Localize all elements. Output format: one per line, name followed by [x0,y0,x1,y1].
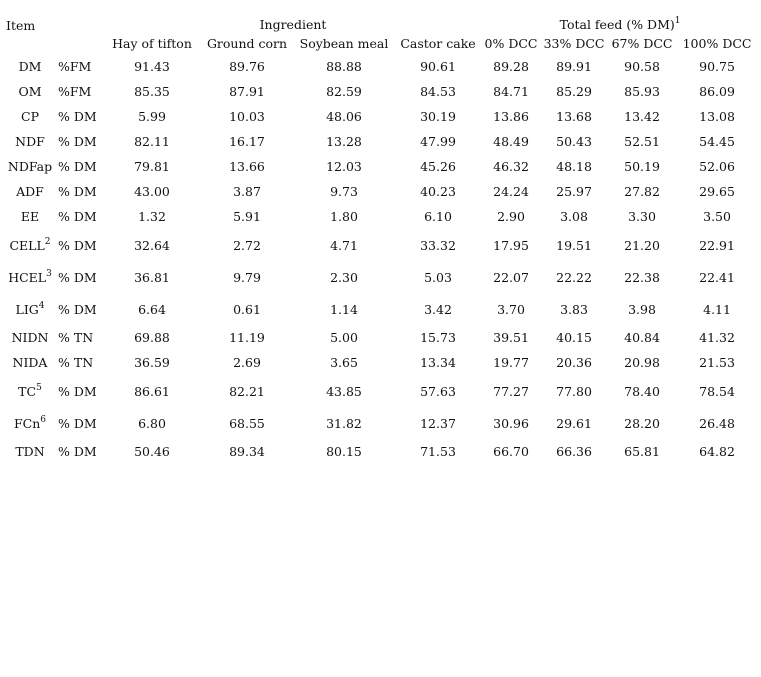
table-cell: 40.84 [624,330,660,345]
table-cell: 10.03 [229,109,265,124]
row-item [6,229,54,261]
table-cell: 46.32 [493,159,529,174]
table-cell: 78.40 [624,383,660,399]
row-item [6,104,54,129]
table-cell: 3.87 [233,184,261,199]
table-cell: 48.49 [493,134,529,149]
table-cell: 5.03 [424,269,452,285]
column-header: Castor cake [400,35,476,51]
row-unit: % DM [58,444,97,459]
table-cell: 3.98 [628,301,656,317]
row-item-label: NIDA [12,355,48,370]
table-body [6,54,758,464]
table-cell: 30.19 [420,109,456,124]
table-cell: 82.59 [326,84,362,99]
table-cell: 22.91 [699,237,735,253]
table-cell: 50.19 [624,159,660,174]
row-item-label: DM [18,59,42,74]
table-cell: 1.32 [138,209,166,224]
row-unit: % DM [58,301,97,317]
row-item [6,204,54,229]
table-cell: 5.91 [233,209,261,224]
row-item-label: LIG [15,301,39,317]
table-cell: 29.61 [556,415,592,431]
table-cell: 48.18 [556,159,592,174]
table-cell: 3.42 [424,301,452,317]
ingredient-header: Ingredient [259,17,327,32]
table-cell: 90.61 [420,59,456,74]
table-cell: 1.14 [330,301,358,317]
table-row [6,54,758,79]
table-cell: 13.86 [493,109,529,124]
row-item [6,293,54,325]
table-cell: 66.36 [556,444,592,459]
row-unit: % TN [58,330,94,345]
row-item-label: CP [21,109,39,124]
table-cell: 20.36 [556,355,592,370]
table-cell: 71.53 [420,444,456,459]
group-header-row [6,6,758,32]
column-header: Ground corn [206,35,288,51]
table-row [6,293,758,325]
table-cell: 88.88 [326,59,362,74]
column-header: 67% DCC [611,35,673,51]
table-cell: 57.63 [420,383,456,399]
table-cell: 24.24 [493,184,529,199]
table-cell: 85.35 [134,84,170,99]
table-cell: 82.21 [229,383,265,399]
table-cell: 22.22 [556,269,592,285]
table-cell: 87.91 [229,84,265,99]
row-item-footnote: 4 [38,300,45,311]
table-cell: 3.30 [628,209,656,224]
table-cell: 77.80 [556,383,592,399]
table-cell: 22.38 [624,269,660,285]
table-cell: 90.58 [624,59,660,74]
table-cell: 28.20 [624,415,660,431]
table-row [6,350,758,375]
row-item-footnote: 5 [36,382,42,393]
row-unit: % DM [58,237,97,253]
table-cell: 2.72 [233,237,261,253]
row-unit: % DM [58,383,97,399]
table-cell: 17.95 [493,237,529,253]
table-cell: 47.99 [420,134,456,149]
column-header: 33% DCC [543,35,605,51]
table-cell: 43.00 [134,184,170,199]
row-item-label: EE [20,209,40,224]
table-cell: 3.50 [703,209,731,224]
row-item [6,350,54,375]
table-cell: 50.46 [134,444,170,459]
table-cell: 13.28 [326,134,362,149]
row-unit: % DM [58,159,97,174]
table-cell: 36.81 [134,269,170,285]
row-item-label: TDN [15,444,45,459]
row-item-label: HCEL [8,269,47,285]
table-cell: 40.23 [420,184,456,199]
row-item [6,261,54,293]
table-cell: 77.27 [493,383,529,399]
table-cell: 90.75 [699,59,735,74]
table-cell: 52.06 [699,159,735,174]
table-cell: 66.70 [493,444,529,459]
row-item-footnote: 6 [40,414,47,425]
table-cell: 3.83 [560,301,588,317]
row-item-footnote: 3 [46,268,52,279]
row-unit: % DM [58,109,97,124]
table-cell: 12.37 [420,415,456,431]
table-cell: 69.88 [134,330,170,345]
table-row [6,407,758,439]
row-item [6,79,54,104]
table-cell: 5.99 [138,109,166,124]
table-row [6,439,758,464]
total-feed-footnote: 1 [674,16,681,26]
table-cell: 68.55 [229,415,265,431]
row-item [6,179,54,204]
composition-table [6,6,758,464]
table-cell: 4.71 [330,237,358,253]
row-item-label: TC [18,383,37,399]
table-cell: 2.90 [497,209,525,224]
table-row [6,325,758,350]
table-cell: 85.29 [556,84,592,99]
row-item-label: NIDN [11,330,49,345]
table-cell: 89.34 [229,444,265,459]
table-cell: 27.82 [624,184,660,199]
table-cell: 43.85 [326,383,362,399]
row-unit: % DM [58,134,97,149]
table-cell: 39.51 [493,330,529,345]
row-unit: %FM [58,84,92,99]
table-cell: 80.15 [326,444,362,459]
table-cell: 64.82 [699,444,735,459]
table-cell: 3.65 [330,355,358,370]
table-row [6,375,758,407]
table-row [6,204,758,229]
table-cell: 2.30 [330,269,358,285]
table-cell: 86.09 [699,84,735,99]
table-cell: 30.96 [493,415,529,431]
item-header-label: Item [6,18,36,33]
column-header: 0% DCC [484,35,538,51]
row-item-label: ADF [16,184,44,199]
row-item-label: NDF [15,134,45,149]
row-unit: % DM [58,184,97,199]
row-item-label: OM [18,84,42,99]
table-cell: 0.61 [233,301,261,317]
table-cell: 50.43 [556,134,592,149]
table-cell: 4.11 [703,301,731,317]
table-cell: 13.08 [699,109,735,124]
table-cell: 20.98 [624,355,660,370]
table-cell: 25.97 [556,184,592,199]
table-row [6,179,758,204]
row-item-footnote: 2 [44,236,51,247]
table-cell: 1.80 [330,209,358,224]
table-row [6,129,758,154]
row-item [6,325,54,350]
table-cell: 91.43 [134,59,170,74]
table-cell: 13.68 [556,109,592,124]
table-cell: 3.08 [560,209,588,224]
table-cell: 40.15 [556,330,592,345]
table-cell: 9.79 [233,269,261,285]
table-cell: 13.34 [420,355,456,370]
table-cell: 21.20 [624,237,660,253]
table-cell: 31.82 [326,415,362,431]
table-cell: 5.00 [330,330,358,345]
table-row [6,154,758,179]
row-unit: % DM [58,269,97,285]
column-header: 100% DCC [682,35,752,51]
row-item [6,154,54,179]
table-cell: 41.32 [699,330,735,345]
table-cell: 89.91 [556,59,592,74]
table-cell: 6.80 [138,415,166,431]
table-row [6,261,758,293]
table-cell: 52.51 [624,134,660,149]
table-cell: 86.61 [134,383,170,399]
table-cell: 22.41 [699,269,735,285]
table-cell: 6.64 [138,301,166,317]
total-feed-header [482,6,758,32]
table-cell: 82.11 [134,134,170,149]
table-cell: 13.66 [229,159,265,174]
table-row [6,104,758,129]
table-cell: 13.42 [624,109,660,124]
table-cell: 26.48 [699,415,735,431]
table-cell: 21.53 [699,355,735,370]
table-row [6,79,758,104]
table-cell: 32.64 [134,237,170,253]
row-item [6,407,54,439]
table-cell: 29.65 [699,184,735,199]
table-cell: 89.28 [493,59,529,74]
row-unit: % TN [58,355,94,370]
table-cell: 11.19 [229,330,265,345]
table-cell: 89.76 [229,59,265,74]
table-cell: 45.26 [420,159,456,174]
row-item [6,129,54,154]
table-cell: 84.53 [420,84,456,99]
table-cell: 6.10 [424,209,452,224]
table-cell: 84.71 [493,84,529,99]
row-unit: % DM [58,415,97,431]
table-cell: 22.07 [493,269,529,285]
table-cell: 48.06 [326,109,362,124]
table-cell: 15.73 [420,330,456,345]
table-cell: 78.54 [699,383,735,399]
table-cell: 19.77 [493,355,529,370]
table-cell: 36.59 [134,355,170,370]
row-unit: %FM [58,59,92,74]
table-cell: 85.93 [624,84,660,99]
row-item [6,439,54,464]
table-cell: 65.81 [624,444,660,459]
row-item-label: FCn [13,415,41,431]
row-item-label: NDFap [7,159,53,174]
total-feed-header-label: Total feed (% DM) [559,17,675,32]
column-header: Soybean meal [299,35,389,51]
table-cell: 2.69 [233,355,261,370]
table-cell: 16.17 [229,134,265,149]
row-item-label: CELL [9,237,45,253]
table-cell: 9.73 [330,184,358,199]
row-unit: % DM [58,209,97,224]
table-cell: 33.32 [420,237,456,253]
column-header-row [6,32,758,54]
column-header: Hay of tifton [112,35,192,51]
table-cell: 12.03 [326,159,362,174]
table-cell: 79.81 [134,159,170,174]
table-cell: 3.70 [497,301,525,317]
table-cell: 54.45 [699,134,735,149]
item-header [6,6,104,54]
row-item [6,54,54,79]
row-item [6,375,54,407]
table-row [6,229,758,261]
table-cell: 19.51 [556,237,592,253]
